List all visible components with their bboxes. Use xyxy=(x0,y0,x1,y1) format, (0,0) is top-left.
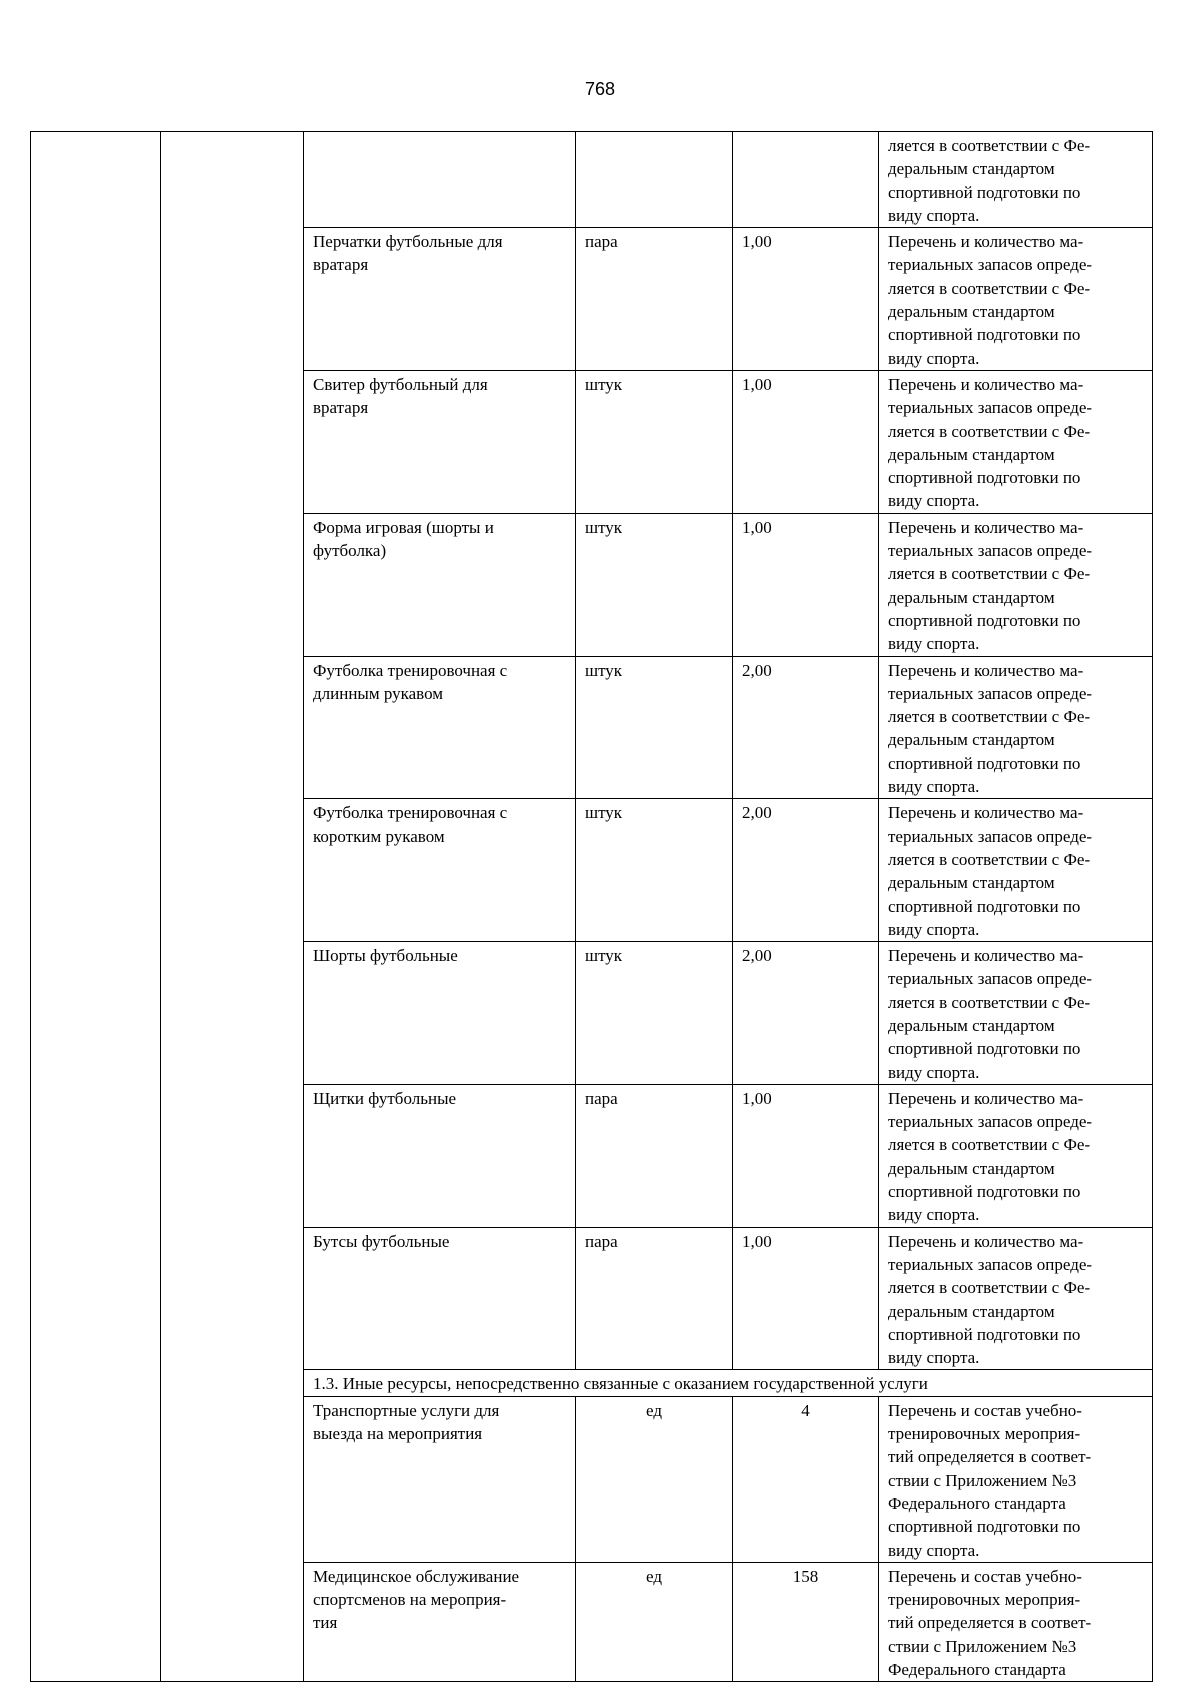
item-unit xyxy=(576,799,733,942)
item-name xyxy=(304,799,576,942)
text-line: териальных запасов опреде- xyxy=(888,826,1093,846)
text-line: Перечень и количество ма- xyxy=(888,1231,1084,1251)
text-line: вратаря xyxy=(313,398,369,418)
text-line: спортивной подготовки по xyxy=(888,896,1081,916)
text-line: териальных запасов опреде- xyxy=(888,1254,1093,1274)
text-line: спортивной подготовки по xyxy=(888,1182,1081,1202)
text-line: спортивной подготовки по xyxy=(888,1517,1081,1537)
text-line: териальных запасов опреде- xyxy=(888,398,1093,418)
text-line: ед xyxy=(646,1566,662,1586)
text-line: спортивной подготовки по xyxy=(888,1039,1081,1059)
text-line: деральным стандартом xyxy=(888,1301,1055,1321)
text-line: ляется в соответствии с Фе- xyxy=(888,564,1091,584)
item-name xyxy=(304,1396,576,1562)
text-line: ляется в соответствии с Фе- xyxy=(888,707,1091,727)
item-name xyxy=(304,1227,576,1370)
text-line: ляется в соответствии с Фе- xyxy=(888,421,1091,441)
text-line: Перечень и количество ма- xyxy=(888,374,1084,394)
table-row xyxy=(31,132,1153,228)
text-line: 1,00 xyxy=(742,517,772,537)
text-line: Перечень и количество ма- xyxy=(888,946,1084,966)
item-qty xyxy=(733,1562,879,1681)
text-line: Форма игровая (шорты и xyxy=(313,517,494,537)
item-note xyxy=(879,1227,1153,1370)
item-name xyxy=(304,942,576,1085)
text-line: пара xyxy=(585,1088,618,1108)
text-line: Перечень и количество ма- xyxy=(888,1088,1084,1108)
text-line: Свитер футбольный для xyxy=(313,374,488,394)
text-line: штук xyxy=(585,660,623,680)
text-line: виду спорта. xyxy=(888,205,980,225)
text-line: тия xyxy=(313,1613,338,1633)
item-name xyxy=(304,370,576,513)
text-line: деральным стандартом xyxy=(888,302,1055,322)
text-line: спортивной подготовки по xyxy=(888,610,1081,630)
text-line: ляется в соответствии с Фе- xyxy=(888,992,1091,1012)
text-line: спортивной подготовки по xyxy=(888,1324,1081,1344)
text-line: виду спорта. xyxy=(888,919,980,939)
item-note xyxy=(879,132,1153,228)
text-line: Перечень и состав учебно- xyxy=(888,1400,1082,1420)
item-note xyxy=(879,942,1153,1085)
text-line: териальных запасов опреде- xyxy=(888,969,1093,989)
text-line: Транспортные услуги для xyxy=(313,1400,500,1420)
item-note xyxy=(879,1562,1153,1681)
text-line: штук xyxy=(585,517,623,537)
text-line: выезда на мероприятия xyxy=(313,1424,483,1444)
text-line: тий определяется в соответ- xyxy=(888,1613,1092,1633)
text-line: длинным рукавом xyxy=(313,683,444,703)
text-line: спортивной подготовки по xyxy=(888,182,1081,202)
text-line: деральным стандартом xyxy=(888,730,1055,750)
item-unit xyxy=(576,1084,733,1227)
item-qty xyxy=(733,513,879,656)
item-note xyxy=(879,1396,1153,1562)
text-line: виду спорта. xyxy=(888,1205,980,1225)
text-line: ствии с Приложением №3 xyxy=(888,1470,1077,1490)
text-line: териальных запасов опреде- xyxy=(888,683,1093,703)
text-line: тренировочных мероприя- xyxy=(888,1590,1081,1610)
text-line: коротким рукавом xyxy=(313,826,445,846)
text-line: ствии с Приложением №3 xyxy=(888,1636,1077,1656)
text-line: деральным стандартом xyxy=(888,873,1055,893)
item-name xyxy=(304,1084,576,1227)
text-line: виду спорта. xyxy=(888,777,980,797)
text-line: Перечень и количество ма- xyxy=(888,803,1084,823)
item-qty xyxy=(733,942,879,1085)
text-line: деральным стандартом xyxy=(888,1015,1055,1035)
text-line: деральным стандартом xyxy=(888,1158,1055,1178)
text-line: Щитки футбольные xyxy=(313,1088,457,1108)
text-line: Бутсы футбольные xyxy=(313,1231,450,1251)
item-unit xyxy=(576,1396,733,1562)
text-line: виду спорта. xyxy=(888,634,980,654)
item-unit xyxy=(576,370,733,513)
item-name xyxy=(304,656,576,799)
text-line: Футболка тренировочная с xyxy=(313,803,508,823)
text-line: 4 xyxy=(801,1400,810,1420)
item-note xyxy=(879,656,1153,799)
text-line: виду спорта. xyxy=(888,1062,980,1082)
text-line: тий определяется в соответ- xyxy=(888,1447,1092,1467)
item-name xyxy=(304,228,576,371)
text-line: штук xyxy=(585,946,623,966)
item-qty xyxy=(733,799,879,942)
item-qty xyxy=(733,656,879,799)
text-line: 1,00 xyxy=(742,232,772,252)
text-line: Перечень и количество ма- xyxy=(888,232,1084,252)
text-line: пара xyxy=(585,1231,618,1251)
merged-cell-col2 xyxy=(161,132,304,1682)
item-note xyxy=(879,1084,1153,1227)
text-line: 1,00 xyxy=(742,1231,772,1251)
text-line: спортивной подготовки по xyxy=(888,468,1081,488)
text-line: ляется в соответствии с Фе- xyxy=(888,136,1091,155)
text-line: 158 xyxy=(792,1566,819,1586)
text-line: 2,00 xyxy=(742,660,772,680)
item-qty xyxy=(733,228,879,371)
text-line: Перчатки футбольные для xyxy=(313,232,503,252)
text-line: ляется в соответствии с Фе- xyxy=(888,1278,1091,1298)
item-unit xyxy=(576,656,733,799)
item-qty xyxy=(733,1396,879,1562)
text-line: вратаря xyxy=(313,255,369,275)
section-heading: 1.3. Иные ресурсы, непосредственно связанные с оказанием государственной услуги xyxy=(304,1370,1153,1396)
text-line: териальных запасов опреде- xyxy=(888,255,1093,275)
item-unit xyxy=(576,513,733,656)
text-line: териальных запасов опреде- xyxy=(888,541,1093,561)
item-qty xyxy=(733,1084,879,1227)
text-line: виду спорта. xyxy=(888,1348,980,1368)
text-line: ляется в соответствии с Фе- xyxy=(888,278,1091,298)
text-line: Медицинское обслуживание xyxy=(313,1566,520,1586)
text-line: спортсменов на мероприя- xyxy=(313,1590,507,1610)
text-line: штук xyxy=(585,803,623,823)
item-note xyxy=(879,370,1153,513)
text-line: Футболка тренировочная с xyxy=(313,660,508,680)
page-number: 768 xyxy=(584,79,616,99)
text-line: виду спорта. xyxy=(888,491,980,511)
item-note xyxy=(879,513,1153,656)
item-unit xyxy=(576,132,733,228)
text-line: спортивной подготовки по xyxy=(888,753,1081,773)
item-name xyxy=(304,1562,576,1681)
text-line: тренировочных мероприя- xyxy=(888,1424,1081,1444)
text-line: Перечень и состав учебно- xyxy=(888,1566,1082,1586)
text-line: Федерального стандарта xyxy=(888,1493,1066,1513)
item-unit xyxy=(576,228,733,371)
text-line: виду спорта. xyxy=(888,1540,980,1560)
text-line: ед xyxy=(646,1400,662,1420)
item-qty xyxy=(733,1227,879,1370)
item-name xyxy=(304,132,576,228)
text-line: Федерального стандарта xyxy=(888,1660,1066,1679)
text-line: 1,00 xyxy=(742,374,772,394)
item-unit xyxy=(576,1562,733,1681)
text-line: Шорты футбольные xyxy=(313,946,458,966)
merged-cell-col1 xyxy=(31,132,161,1682)
item-qty xyxy=(733,132,879,228)
item-qty xyxy=(733,370,879,513)
text-line: 1,00 xyxy=(742,1088,772,1108)
item-note xyxy=(879,228,1153,371)
text-line: териальных запасов опреде- xyxy=(888,1112,1093,1132)
text-line: ляется в соответствии с Фе- xyxy=(888,1135,1091,1155)
text-line: штук xyxy=(585,374,623,394)
item-unit xyxy=(576,1227,733,1370)
text-line: деральным стандартом xyxy=(888,444,1055,464)
text-line: деральным стандартом xyxy=(888,159,1055,179)
text-line: ляется в соответствии с Фе- xyxy=(888,849,1091,869)
item-name xyxy=(304,513,576,656)
text-line: деральным стандартом xyxy=(888,587,1055,607)
text-line: Перечень и количество ма- xyxy=(888,517,1084,537)
text-line: 2,00 xyxy=(742,946,772,966)
text-line: виду спорта. xyxy=(888,348,980,368)
text-line: спортивной подготовки по xyxy=(888,325,1081,345)
text-line: пара xyxy=(585,232,618,252)
item-unit xyxy=(576,942,733,1085)
resources-table xyxy=(30,131,1153,1682)
text-line: 2,00 xyxy=(742,803,772,823)
text-line: футболка) xyxy=(313,541,387,561)
text-line: Перечень и количество ма- xyxy=(888,660,1084,680)
item-note xyxy=(879,799,1153,942)
